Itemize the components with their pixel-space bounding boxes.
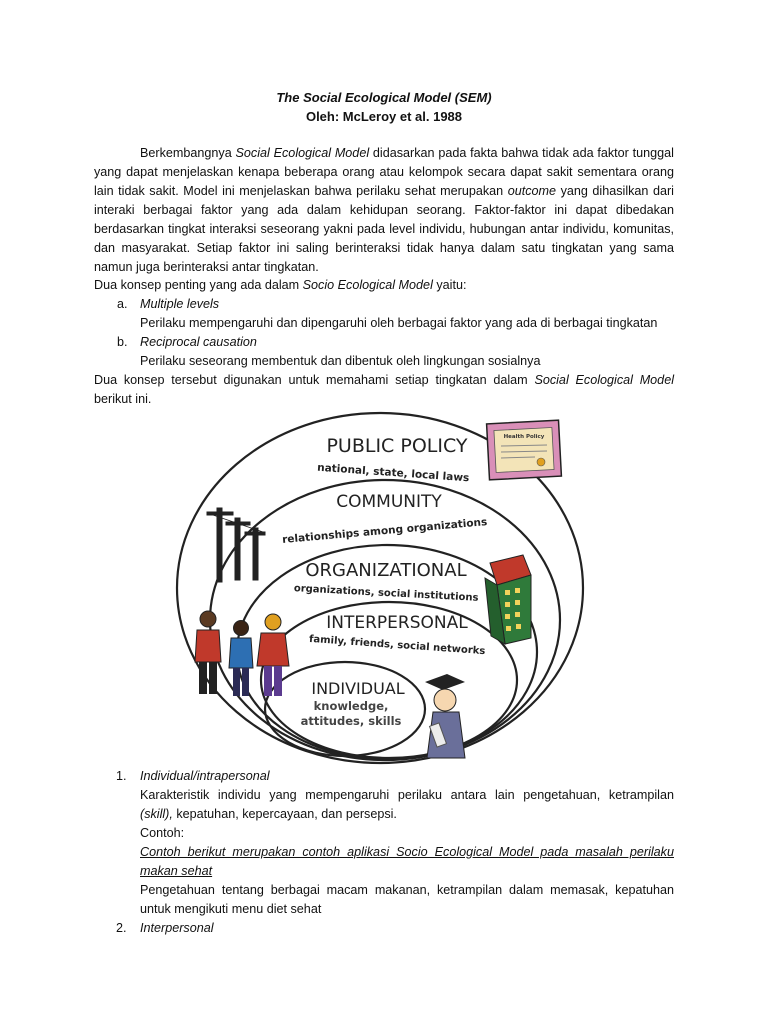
- summary-em: Social Ecological Model: [534, 373, 674, 387]
- level-label-community: COMMUNITY: [336, 492, 442, 512]
- concept-b-title: [140, 333, 257, 352]
- level-label-organizational: ORGANIZATIONAL: [305, 560, 467, 581]
- concept-b-title-text: Reciprocal causation: [140, 335, 257, 349]
- certificate-label: Health Policy: [503, 434, 545, 440]
- summary-line: [94, 371, 674, 390]
- people-group-icon: [195, 611, 289, 696]
- concepts-intro: [94, 276, 466, 295]
- list-1-example-link-text2[interactable]: makan sehat: [140, 864, 213, 878]
- list-2-marker: 2.: [116, 921, 127, 935]
- level-sub-organizational: organizations, social institutions: [293, 583, 479, 604]
- intro-paragraph: [94, 144, 674, 277]
- graduate-icon: [425, 674, 465, 758]
- concept-b-desc: Perilaku seseorang membentuk dan dibentuk oleh lingkungan sosialnya: [140, 354, 541, 368]
- list-1-example-label: Contoh:: [140, 826, 185, 840]
- concept-a-title: [140, 295, 219, 314]
- intro-text-b: didasarkan pada fakta bahwa tidak ada faktor tunggal yang dapat menjelaskan kenapa beberapa orang atau kelompok secara dapat sakit sementara orang lain tidak sakit. Model ini menjelaskan bahwa perilaku sehat merupakan: [94, 146, 674, 198]
- sem-diagram: [175, 408, 595, 766]
- certificate-icon: [487, 420, 562, 480]
- list-1-marker: 1.: [116, 769, 127, 783]
- list-1-example-link-text1[interactable]: Contoh berikut merupakan contoh aplikasi Socio Ecological Model pada masalah perilaku: [140, 845, 674, 859]
- level-sub-interpersonal: family, friends, social networks: [308, 633, 486, 658]
- list-1-title: [140, 767, 270, 786]
- building-icon: [485, 555, 531, 644]
- summary-tail: berikut ini.: [94, 392, 152, 406]
- list-1-title-text: Individual/intrapersonal: [140, 769, 270, 783]
- list-1-example-text-line2: untuk mengikuti menu diet sehat: [140, 902, 322, 916]
- list-1-example-link-line1[interactable]: [140, 843, 674, 862]
- level-sub-public-policy: national, state, local laws: [316, 461, 470, 485]
- list-1-example-link-line2[interactable]: [140, 862, 212, 881]
- list-1-desc-line1: Karakteristik individu yang mempengaruhi perilaku antara lain pengetahuan, ketrampilan: [140, 788, 674, 802]
- document-author: Oleh: McLeroy et al. 1988: [305, 109, 463, 124]
- concept-a-desc: Perilaku mempengaruhi dan dipengaruhi oleh berbagai faktor yang ada di berbagai tingkatan: [140, 316, 658, 330]
- intro-em-sem: Social Ecological Model: [235, 146, 370, 160]
- level-label-individual: INDIVIDUAL: [311, 679, 405, 698]
- list-2-title-text: Interpersonal: [140, 921, 214, 935]
- intro-text-c: yang dihasilkan dari interaki berbagai faktor yang ada dalam kehidupan seorang. Faktor-faktor ini dapat dibedakan berdasarkan tingkat interaksi seseorang yakni pada level individu, hubungan antar individu, komunitas, dan masyarakat. Setiap faktor ini saling berinteraksi tidak hanya dalam satu tingkatan yang sama namun juga berinteraksi antar tingkatan.: [94, 184, 674, 274]
- concept-a-title-text: Multiple levels: [140, 297, 220, 311]
- concepts-intro-em: Socio Ecological Model: [302, 278, 433, 292]
- list-1-example-text-line1: Pengetahuan tentang berbagai macam makanan, ketrampilan dalam memasak, kepatuhan: [140, 883, 674, 897]
- utility-poles-icon: [207, 508, 265, 582]
- level-label-interpersonal: INTERPERSONAL: [326, 613, 468, 633]
- person-2-icon: [229, 621, 253, 697]
- intro-em-outcome: outcome: [507, 184, 557, 198]
- level-label-public-policy: PUBLIC POLICY: [326, 435, 468, 457]
- list-1-desc-line2: [140, 805, 397, 824]
- concepts-intro-tail: yaitu:: [432, 278, 467, 292]
- concept-b-marker: b.: [117, 335, 128, 349]
- concept-a-marker: a.: [117, 297, 128, 311]
- intro-text-a: Berkembangnya: [140, 146, 236, 160]
- list-1-desc-em: (skill),: [140, 807, 173, 821]
- document-title: The Social Ecological Model (SEM): [276, 90, 492, 105]
- list-2-title: [140, 919, 214, 938]
- level-sub-individual-2: attitudes, skills: [300, 714, 402, 728]
- level-sub-individual-1: knowledge,: [313, 699, 389, 713]
- sem-diagram-svg: [175, 408, 595, 766]
- list-1-desc-tail: kepatuhan, kepercayaan, dan persepsi.: [172, 807, 397, 821]
- concepts-intro-text: Dua konsep penting yang ada dalam: [94, 278, 303, 292]
- level-sub-community: relationships among organizations: [281, 516, 488, 546]
- summary-text: Dua konsep tersebut digunakan untuk memahami setiap tingkatan dalam: [94, 373, 535, 387]
